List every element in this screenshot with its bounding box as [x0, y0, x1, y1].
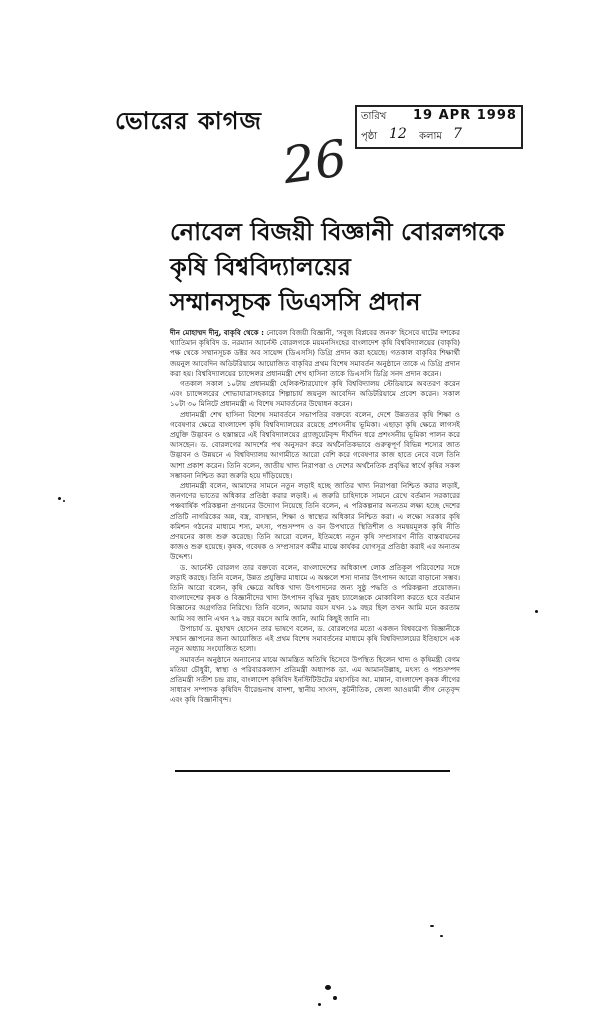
stamp-column-number: 7 — [453, 126, 462, 142]
stamp-date: 19 APR 1998 — [413, 108, 517, 123]
paragraph-text: নোবেল বিজয়ী বিজ্ঞানী, 'সবুজ বিপ্লবের জনক' হিসেবে ষাটের দশকের খ্যাতিমান কৃষিবিদ ড. নরম্যান আর্নেস্ট বোরলগকে ময়মনসিংহের বাংলাদেশ কৃষি বিশ্ববিদ্যালয়ের (বাকৃবি) পক্ষ থেকে সম্মানসূচক ডক্টর অব সায়েন্স (ডিএসসি) ডিগ্রি প্রদান করা হয়েছে। গতকাল বাকৃবির শিক্ষার্থী জয়নুল আবেদিন অডিটরিয়ামে আয়োজিত বাকৃবির প্রথম বিশেষ সমাবর্তন অনুষ্ঠানে তাকে এ ডিগ্রি প্রদান করা হয়। বিশ্ববিদ্যালয়ের চ্যান্সেলর প্রধানমন্ত্রী শেখ হাসিনা তাকে ডিএসসি ডিগ্রি সনদ প্রদান করেন। — [170, 328, 460, 378]
article-paragraph: সমাবর্তন অনুষ্ঠানে অন্যান্যের মাঝে আমন্ত্রিত অতিথি হিসেবে উপস্থিত ছিলেন খাদ্য ও কৃষিমন্ত্রী বেগম মতিয়া চৌধুরী, স্বাস্থ্য ও পরিবারকল্যাণ প্রতিমন্ত্রী অধ্যাপক ডা. এম আমানউল্লাহ, মৎস্য ও পশুসম্পদ প্রতিমন্ত্রী সতীশ চন্দ্র রায়, বাংলাদেশ কৃষিবিদ ইনস্টিটিউটের মহাসচিব আ. মান্নান, বাংলাদেশ কৃষক লীগের সাধারণ সম্পাদক কৃষিবিদ বীরেন্দ্রনাথ বাদশা, স্থানীয় সাংসদ, কূটনীতিক, জেলা আওয়ামী লীগ নেতৃবৃন্দ এবং কৃষি বিজ্ঞানীবৃন্দ। — [170, 654, 460, 705]
article-paragraph — [170, 328, 460, 379]
headline-line: কৃষি বিশ্ববিদ্যালয়ের — [170, 253, 351, 281]
headline-line: নোবেল বিজয়ী বিজ্ঞানী বোরলগকে — [170, 218, 505, 246]
scan-speck — [430, 925, 434, 927]
scan-speck — [535, 610, 538, 613]
article-headline — [170, 215, 505, 320]
article-paragraph: প্রধানমন্ত্রী শেখ হাসিনা বিশেষ সমাবর্তনে সভাপতির বক্তব্যে বলেন, দেশে উন্নততর কৃষি শিক্ষা ও গবেষণার ক্ষেত্রে বাংলাদেশ কৃষি বিশ্ববিদ্যালয়ের রয়েছে প্রশংসনীয় ভূমিকা। এছাড়া কৃষি ক্ষেত্রে লাগসই প্রযুক্তি উদ্ভাবন ও হস্তান্তরে এই বিশ্ববিদ্যালয়ের গ্র্যাজুয়েটবৃন্দ দীর্ঘদিন ধরে প্রশংসনীয় ভূমিকা পালন করে আসছেন। ড. বোরলগের আদর্শের পথ অনুসরণ করে অর্থনৈতিকভাবে গুরুত্বপূর্ণ বিভিন্ন শস্যের জাত উদ্ভাবন ও উন্নয়নে এ বিশ্ববিদ্যালয় আগামীতে আরো বেশি করে গবেষণার কাজ হাতে নেবে বলে তিনি আশা প্রকাশ করেন। তিনি বলেন, জাতীয় খাদ্য নিরাপত্তা ও দেশের অর্থনৈতিক প্রবৃদ্ধির স্বার্থে কৃষির সকল সম্ভাবনা নিশ্চিত করা জরুরি হয়ে দাঁড়িয়েছে। — [170, 409, 460, 480]
article-end-rule — [175, 770, 450, 772]
scan-speck — [333, 996, 337, 1000]
scan-speck — [325, 985, 331, 990]
article-paragraph: ড. আর্নেস্ট বোরলগ তার বক্তব্যে বলেন, বাংলাদেশের অধিকাংশ লোক প্রতিকূল পরিবেশের সঙ্গে লড়াই করছে। তিনি বলেন, উন্নত প্রযুক্তির মাধ্যমে এ অঞ্চলে শস্য দানার উৎপাদন আরো বাড়ানো সম্ভব। তিনি আরো বলেন, কৃষি ক্ষেত্রে অধিক খাদ্য উৎপাদনের জন্য সুষ্ঠু পদ্ধতি ও পরিকল্পনা প্রয়োজন। বাংলাদেশের কৃষক ও বিজ্ঞানীদের খাদ্য উৎপাদন বৃদ্ধির দুরূহ চ্যালেঞ্জকে মোকাবিলা করতে হবে বর্তমান বিজ্ঞানের অগ্রগতির নিরিখে। তিনি বলেন, আমার বয়স যখন ১৯ বছর ছিল তখন আমি মনে করতাম আমি সব জানি এখন ৭৯ বছর বয়সে আমি জানি, আমি কিছুই জানি না। — [170, 562, 460, 623]
article-body — [170, 328, 460, 706]
scan-speck — [58, 497, 61, 500]
article-byline: দীন মোহাম্মদ দীনু, বাকৃবি থেকে : — [170, 328, 264, 337]
clipping-date-stamp — [355, 105, 523, 149]
handwritten-annotation: 26 — [279, 128, 351, 196]
article-paragraph: প্রধানমন্ত্রী বলেন, আমাদের সামনে নতুন লড়াই হচ্ছে জাতির খাদ্য নিরাপত্তা নিশ্চিত করার লড়াই, জনগণের ভাতের অধিকার প্রতিষ্ঠা করার লড়াই। এ জরুরি চাহিদাকে সামনে রেখে বর্তমান সরকারের পঞ্চবার্ষিক পরিকল্পনা প্রণয়নের উদ্যোগ নিয়েছে তিনি বলেন, এ পরিকল্পনার অন্যতম লক্ষ্য হচ্ছে দেশের প্রতিটি নাগরিকের অন্ন, বস্ত্র, বাসস্থান, শিক্ষা ও স্বাস্থ্যের অধিকার নিশ্চিত করা। এ লক্ষ্যে সরকার কৃষি কমিশন গঠনের মাধ্যমে শস্য, মৎস্য, পশুসম্পদ ও বন উপখাতে স্থিতিশীল ও সমন্বয়মূলক কৃষি নীতি প্রণয়নের কাজ শুরু করেছে। তিনি আরো বলেন, ইতিমধ্যে নতুন কৃষি সম্প্রসারণ নীতি বাস্তবায়নের কাজও শুরু হয়েছে। কৃষক, গবেষক ও সম্প্রসারণ কর্মীর মাঝে কার্যকর যোগসূত্র প্রতিষ্ঠা করাই এর অন্যতম উদ্দেশ্য। — [170, 481, 460, 562]
headline-line: সম্মানসূচক ডিএসসি প্রদান — [170, 288, 421, 316]
stamp-page-label: পৃষ্ঠা — [361, 131, 378, 142]
article-paragraph: গতকাল সকাল ১০টায় প্রধানমন্ত্রী হেলিকপ্টারযোগে কৃষি বিশ্ববিদ্যালয় স্টেডিয়ামে অবতরণ করেন এবং চ্যান্সেলরের শোভাযাত্রাসহকারে শিল্পাচার্য জয়নুল আবেদিন অডিটরিয়ামে প্রবেশ করেন। সকাল ১০টা ৩০ মিনিটে প্রধানমন্ত্রী এ বিশেষ সমাবর্তনের উদ্বোধন করেন। — [170, 379, 460, 409]
stamp-date-label: তারিখ — [361, 111, 387, 122]
news-article — [170, 215, 505, 706]
scan-speck — [318, 1003, 321, 1006]
stamp-page-number: 12 — [389, 126, 407, 142]
stamp-column-label: কলাম — [419, 131, 442, 142]
scan-speck — [63, 500, 65, 502]
article-paragraph: উপাচার্য ড. মুহাম্মদ হোসেন তার ভাষণে বলেন, ড. বোরলগের মতো একজন বিশ্ববরেণ্য বিজ্ঞানীকে সম্মান জ্ঞাপনের জন্য আয়োজিত এই প্রথম বিশেষ সমাবর্তনের মাধ্যমে কৃষি বিশ্ববিদ্যালয়ের ইতিহাসে এক নতুন অধ্যায় সংযোজিত হলো। — [170, 623, 460, 654]
scan-speck — [440, 935, 443, 937]
newspaper-masthead: ভোরের কাগজ — [115, 107, 262, 135]
